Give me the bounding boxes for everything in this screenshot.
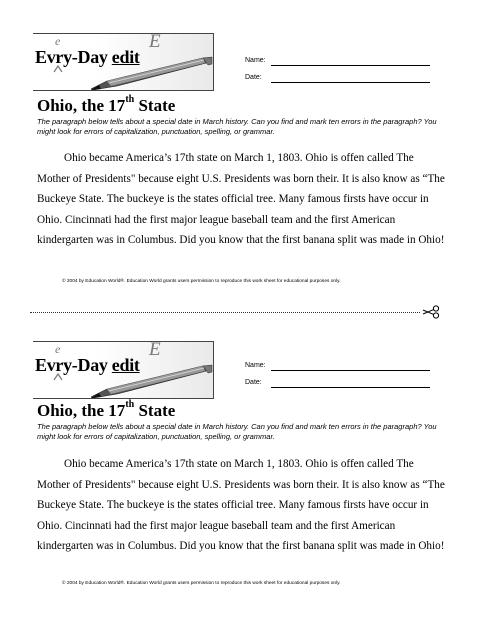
name-field[interactable]: [271, 370, 430, 371]
logo-text: Evry-Day edit: [35, 355, 140, 375]
name-field[interactable]: [271, 65, 430, 66]
logo-insert-E: E: [149, 33, 161, 52]
instructions: The paragraph below tells about a special date in March history. Can you find and mark ten errors in the paragraph? You might look for errors of capitalization, punctuation, spelling, or grammar.: [37, 422, 437, 441]
logo-insert-e: e: [55, 342, 61, 356]
edit-paragraph: Ohio became America’s 17th state on March 1, 1803. Ohio is offen called The Mother of Presidents" because eight U.S. Presidents was born their. It is also know as “The Buckeye State. The buckeye is the states official tree. Many famous firsts have occur in Ohio. Cincinnati had the first major league baseball team and the first American kindergarten was in Columbus. Did you know that the first banana split was made in Ohio!: [37, 458, 445, 553]
instructions: The paragraph below tells about a special date in March history. Can you find and mark ten errors in the paragraph? You might look for errors of capitalization, punctuation, spelling, or grammar.: [37, 117, 437, 136]
page-title: Ohio, the 17th State: [37, 94, 176, 115]
scissors-icon: [422, 305, 440, 319]
date-label: Date:: [245, 379, 262, 386]
logo-text: Evry-Day edit: [35, 47, 140, 67]
logo: [33, 341, 214, 399]
logo: [33, 33, 214, 91]
logo-insert-e: e: [55, 34, 61, 48]
name-label: Name:: [245, 362, 266, 369]
pencil-icon: [91, 56, 213, 90]
logo-insert-E: E: [149, 341, 161, 360]
name-label: Name:: [245, 57, 266, 64]
date-field[interactable]: [271, 82, 430, 83]
pencil-icon: [91, 364, 213, 398]
page-title: Ohio, the 17th State: [37, 399, 176, 420]
date-label: Date:: [245, 74, 262, 81]
edit-paragraph: Ohio became America’s 17th state on March 1, 1803. Ohio is offen called The Mother of Presidents" because eight U.S. Presidents was born their. It is also know as “The Buckeye State. The buckeye is the states official tree. Many famous firsts have occur in Ohio. Cincinnati had the first major league baseball team and the first American kindergarten was in Columbus. Did you know that the first banana split was made in Ohio!: [37, 152, 445, 247]
copyright-notice: © 2004 by Education World®. Education World grants users permission to reproduce this work sheet for educational purposes only.: [62, 279, 341, 284]
copyright-notice: © 2004 by Education World®. Education World grants users permission to reproduce this work sheet for educational purposes only.: [62, 581, 341, 586]
date-field[interactable]: [271, 387, 430, 388]
cut-line: [30, 312, 420, 313]
